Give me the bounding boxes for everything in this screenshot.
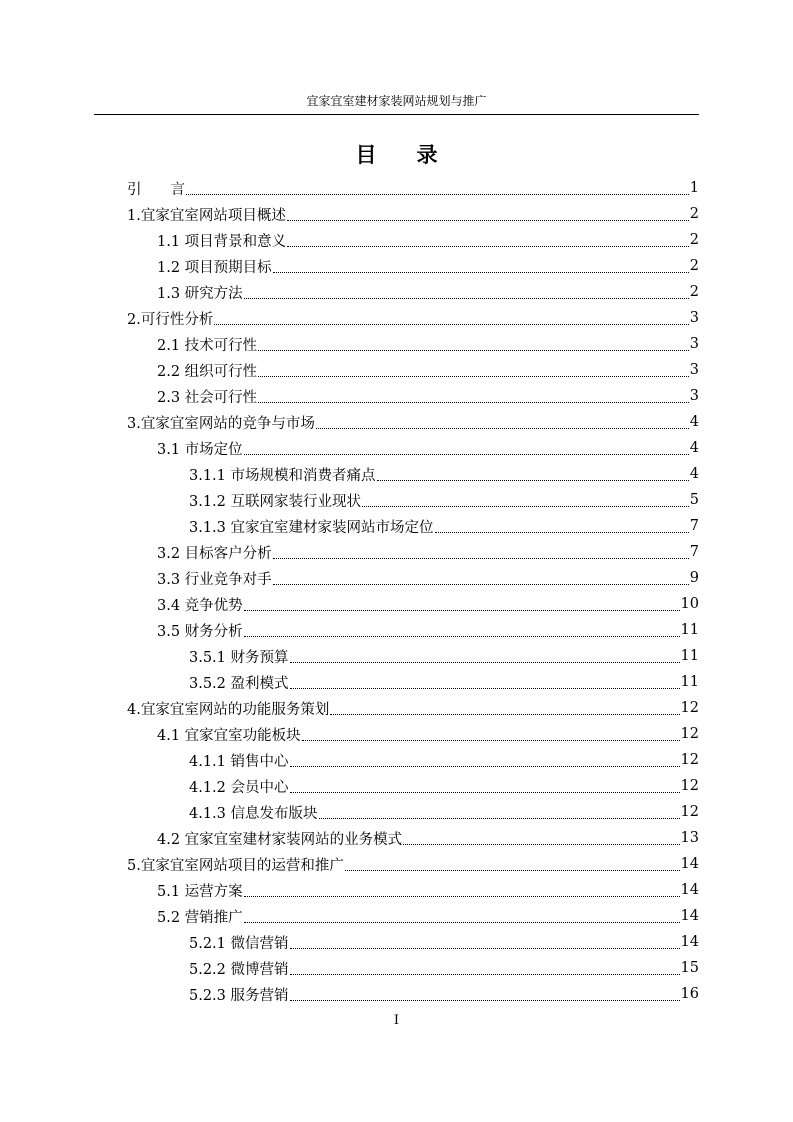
- toc-entry-label: 3.4 竞争优势: [157, 597, 243, 614]
- toc-entry-label: 1.2 项目预期目标: [157, 259, 272, 276]
- toc-entry-label: 5.2.3 服务营销: [189, 987, 289, 1004]
- page-number: I: [393, 1013, 400, 1028]
- toc-dot-leader: [290, 932, 680, 949]
- toc-dot-leader: [290, 776, 680, 793]
- page-footer: [0, 1013, 793, 1028]
- toc-entry-page: 11: [680, 648, 699, 664]
- toc-entry-page: 15: [680, 960, 699, 976]
- toc-entry[interactable]: [127, 331, 699, 357]
- toc-entry-page: 2: [689, 206, 699, 222]
- toc-entry[interactable]: [127, 565, 699, 591]
- toc-title: [0, 142, 793, 168]
- toc-entry[interactable]: [127, 409, 699, 435]
- toc-entry[interactable]: [127, 253, 699, 279]
- toc-entry[interactable]: [127, 799, 699, 825]
- toc-entry-label: 1.1 项目背景和意义: [157, 233, 287, 250]
- toc-entry-page: 7: [689, 544, 699, 560]
- toc-entry-label: 2.1 技术可行性: [157, 337, 258, 354]
- toc-entry[interactable]: [127, 487, 699, 513]
- toc-entry-label: 2.可行性分析: [127, 311, 214, 328]
- toc-entry-page: 14: [680, 856, 699, 872]
- toc-dot-leader: [302, 724, 680, 741]
- toc-entry-page: 2: [689, 258, 699, 274]
- toc-entry-page: 2: [689, 232, 699, 248]
- toc-list: [127, 175, 699, 1007]
- toc-entry-page: 12: [680, 804, 699, 820]
- toc-entry-page: 14: [680, 908, 699, 924]
- toc-dot-leader: [273, 542, 689, 559]
- toc-entries: [127, 201, 699, 1007]
- toc-entry-label: 1.宜家宜室网站项目概述: [127, 207, 286, 224]
- toc-entry-page: 16: [680, 986, 699, 1002]
- toc-dot-leader: [290, 672, 680, 689]
- toc-entry[interactable]: [127, 747, 699, 773]
- toc-entry-label: 5.宜家宜室网站项目的运营和推广: [127, 857, 344, 874]
- toc-entry-label: 3.1.3 宜家宜室建材家装网站市场定位: [189, 519, 434, 536]
- toc-entry[interactable]: [127, 955, 699, 981]
- toc-dot-leader: [258, 360, 689, 377]
- toc-title-part2: 录: [416, 143, 438, 167]
- toc-entry[interactable]: [127, 981, 699, 1007]
- toc-entry[interactable]: [127, 851, 699, 877]
- toc-entry-label: 4.1 宜家宜室功能板块: [157, 727, 301, 744]
- toc-entry-page: 12: [680, 700, 699, 716]
- toc-dot-leader: [186, 178, 689, 195]
- toc-dot-leader: [290, 958, 680, 975]
- toc-entry-label: 2.3 社会可行性: [157, 389, 258, 406]
- toc-entry-label: 1.3 研究方法: [157, 285, 243, 302]
- toc-entry-page: 11: [680, 622, 699, 638]
- toc-entry-label: 3.5.2 盈利模式: [189, 675, 289, 692]
- toc-entry-page: 11: [680, 674, 699, 690]
- toc-entry-label: 3.1 市场定位: [157, 441, 243, 458]
- toc-dot-leader: [214, 308, 688, 325]
- toc-entry-page: 7: [689, 518, 699, 534]
- toc-entry-page: 13: [680, 830, 699, 846]
- toc-entry-page: 5: [689, 492, 699, 508]
- toc-entry-page: 9: [689, 570, 699, 586]
- toc-dot-leader: [403, 828, 679, 845]
- toc-entry[interactable]: [127, 227, 699, 253]
- toc-entry-page: 3: [689, 310, 699, 326]
- toc-entry[interactable]: [127, 773, 699, 799]
- toc-dot-leader: [258, 386, 689, 403]
- toc-entry[interactable]: [127, 643, 699, 669]
- toc-dot-leader: [330, 698, 679, 715]
- toc-entry-label: 3.1.2 互联网家装行业现状: [189, 493, 362, 510]
- toc-entry[interactable]: [127, 305, 699, 331]
- toc-dot-leader: [258, 334, 689, 351]
- toc-entry-label: 5.1 运营方案: [157, 883, 243, 900]
- toc-entry-page: 14: [680, 882, 699, 898]
- toc-dot-leader: [435, 516, 689, 533]
- toc-entry-page: 4: [689, 414, 699, 430]
- toc-entry-page: 12: [680, 778, 699, 794]
- toc-entry[interactable]: [127, 591, 699, 617]
- toc-entry-label: 4.1.1 销售中心: [189, 753, 289, 770]
- toc-entry[interactable]: [127, 357, 699, 383]
- toc-entry-intro[interactable]: [127, 175, 699, 201]
- toc-entry-label: 4.1.3 信息发布版块: [189, 805, 318, 822]
- toc-dot-leader: [244, 620, 680, 637]
- toc-entry[interactable]: [127, 513, 699, 539]
- toc-dot-leader: [290, 646, 680, 663]
- toc-dot-leader: [244, 282, 689, 299]
- toc-entry-label: 3.1.1 市场规模和消费者痛点: [189, 467, 376, 484]
- toc-entry[interactable]: [127, 617, 699, 643]
- toc-entry-label: 5.2 营销推广: [157, 909, 243, 926]
- toc-entry[interactable]: [127, 539, 699, 565]
- toc-entry-page: 4: [689, 466, 699, 482]
- toc-entry-page: 3: [689, 388, 699, 404]
- toc-entry[interactable]: [127, 877, 699, 903]
- toc-title-part1: 目: [355, 143, 377, 167]
- toc-dot-leader: [319, 802, 680, 819]
- toc-dot-leader: [244, 438, 689, 455]
- toc-entry-label: 4.1.2 会员中心: [189, 779, 289, 796]
- toc-entry-label: 4.2 宜家宜室建材家装网站的业务模式: [157, 831, 403, 848]
- toc-entry[interactable]: [127, 669, 699, 695]
- toc-dot-leader: [316, 412, 689, 429]
- toc-entry-label: 5.2.1 微信营销: [189, 935, 289, 952]
- toc-dot-leader: [287, 230, 689, 247]
- toc-entry-page: 2: [689, 284, 699, 300]
- toc-entry[interactable]: [127, 903, 699, 929]
- toc-entry-label: [127, 178, 185, 199]
- toc-entry-page: 12: [680, 726, 699, 742]
- toc-dot-leader: [290, 984, 680, 1001]
- toc-entry-page: 12: [680, 752, 699, 768]
- toc-entry-page: 3: [689, 362, 699, 378]
- toc-dot-leader: [244, 906, 680, 923]
- running-title: 宜家宜室建材家装网站规划与推广: [306, 94, 487, 108]
- toc-dot-leader: [273, 568, 689, 585]
- toc-entry[interactable]: [127, 695, 699, 721]
- toc-dot-leader: [377, 464, 689, 481]
- toc-entry[interactable]: [127, 279, 699, 305]
- toc-dot-leader: [287, 204, 689, 221]
- toc-entry-label: 3.5 财务分析: [157, 623, 243, 640]
- toc-entry-page: 4: [689, 440, 699, 456]
- page-header: [94, 92, 699, 115]
- toc-entry-page: 10: [680, 596, 699, 612]
- toc-dot-leader: [273, 256, 689, 273]
- intro-label-part2: 言: [170, 181, 185, 198]
- toc-entry-label: 3.宜家宜室网站的竞争与市场: [127, 415, 315, 432]
- toc-dot-leader: [345, 854, 680, 871]
- toc-entry-label: 3.5.1 财务预算: [189, 649, 289, 666]
- toc-dot-leader: [244, 594, 680, 611]
- toc-entry-page: 1: [689, 180, 699, 196]
- toc-entry-page: 3: [689, 336, 699, 352]
- toc-dot-leader: [362, 490, 689, 507]
- toc-entry-label: 4.宜家宜室网站的功能服务策划: [127, 701, 330, 718]
- toc-dot-leader: [244, 880, 680, 897]
- toc-entry-label: 3.3 行业竞争对手: [157, 571, 272, 588]
- toc-entry-page: 14: [680, 934, 699, 950]
- toc-dot-leader: [290, 750, 680, 767]
- toc-entry-label: 3.2 目标客户分析: [157, 545, 272, 562]
- toc-entry[interactable]: [127, 201, 699, 227]
- toc-entry[interactable]: [127, 461, 699, 487]
- toc-entry-label: 5.2.2 微博营销: [189, 961, 289, 978]
- toc-entry[interactable]: [127, 929, 699, 955]
- toc-entry[interactable]: [127, 721, 699, 747]
- toc-entry[interactable]: [127, 383, 699, 409]
- toc-entry[interactable]: [127, 825, 699, 851]
- toc-entry[interactable]: [127, 435, 699, 461]
- intro-label-part1: 引: [127, 181, 142, 198]
- toc-entry-label: 2.2 组织可行性: [157, 363, 258, 380]
